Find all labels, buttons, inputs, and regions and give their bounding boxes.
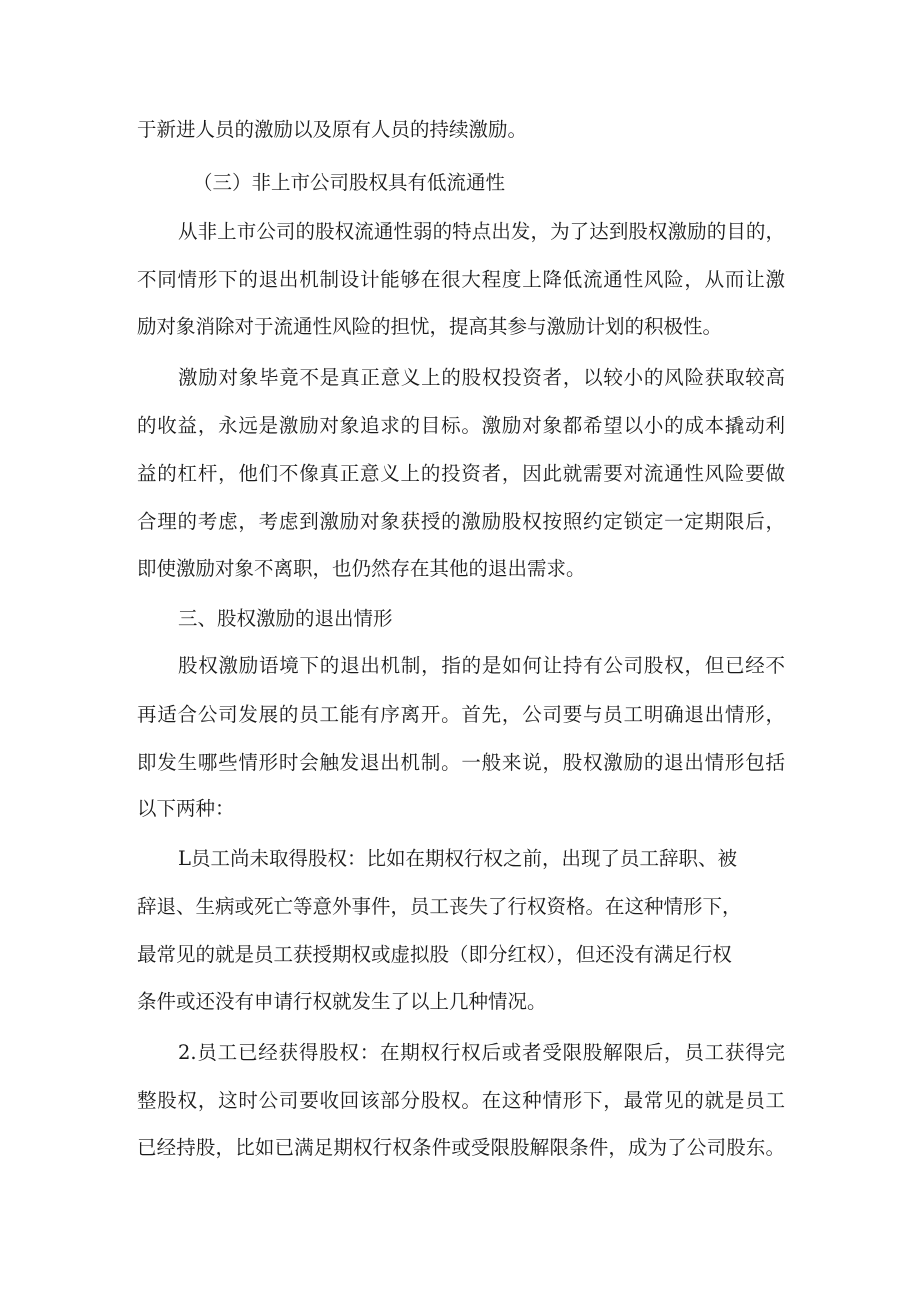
paragraph-line: 的收益，永远是激励对象追求的目标。激励对象都希望以小的成本撬动利 <box>137 414 785 437</box>
list-item-1-line: L员工尚未取得股权：比如在期权行权之前，出现了员工辞职、被 <box>178 847 737 870</box>
section-heading: 三、股权激励的退出情形 <box>178 607 393 630</box>
list-item-2-line: 2.员工已经获得股权：在期权行权后或者受限股解限后，员工获得完 <box>178 1041 785 1064</box>
list-item-1-line: 条件或还没有申请行权就发生了以上几种情况。 <box>137 990 547 1013</box>
paragraph-line: 即发生哪些情形时会触发退出机制。一般来说，股权激励的退出情形包括 <box>137 751 785 774</box>
paragraph-line: 股权激励语境下的退出机制，指的是如何让持有公司股权，但已经不 <box>178 654 785 677</box>
paragraph-line: 即使激励对象不离职，也仍然存在其他的退出需求。 <box>137 557 586 580</box>
paragraph-line: 于新进人员的激励以及原有人员的持续激励。 <box>137 118 528 141</box>
list-item-1-line: 最常见的就是员工获授期权或虚拟股（即分红权），但还没有满足行权 <box>137 943 732 966</box>
section-heading-3: （三）非上市公司股权具有低流通性 <box>193 171 506 194</box>
paragraph-line: 合理的考虑，考虑到激励对象获授的激励股权按照约定锁定一定期限后， <box>137 510 785 533</box>
paragraph-line: 益的杠杆，他们不像真正意义上的投资者，因此就需要对流通性风险要做 <box>137 462 785 485</box>
paragraph-line: 励对象消除对于流通性风险的担忧，提高其参与激励计划的积极性。 <box>137 315 723 338</box>
list-item-2-line: 整股权，这时公司要收回该部分股权。在这种情形下，最常见的就是员工 <box>137 1089 785 1112</box>
paragraph-line: 再适合公司发展的员工能有序离开。首先，公司要与员工明确退出情形， <box>137 703 785 726</box>
list-item-2-line: 已经持股，比如已满足期权行权条件或受限股解限条件，成为了公司股东。 <box>137 1136 785 1159</box>
paragraph-line: 激励对象毕竟不是真正意义上的股权投资者，以较小的风险获取较高 <box>178 366 785 389</box>
paragraph-line: 不同情形下的退出机制设计能够在很大程度上降低流通性风险，从而让激 <box>137 268 785 291</box>
paragraph-line: 从非上市公司的股权流通性弱的特点出发，为了达到股权激励的目的， <box>178 220 785 243</box>
list-item-1-line: 辞退、生病或死亡等意外事件，员工丧失了行权资格。在这种情形下， <box>137 895 742 918</box>
paragraph-line: 以下两种： <box>137 797 235 820</box>
